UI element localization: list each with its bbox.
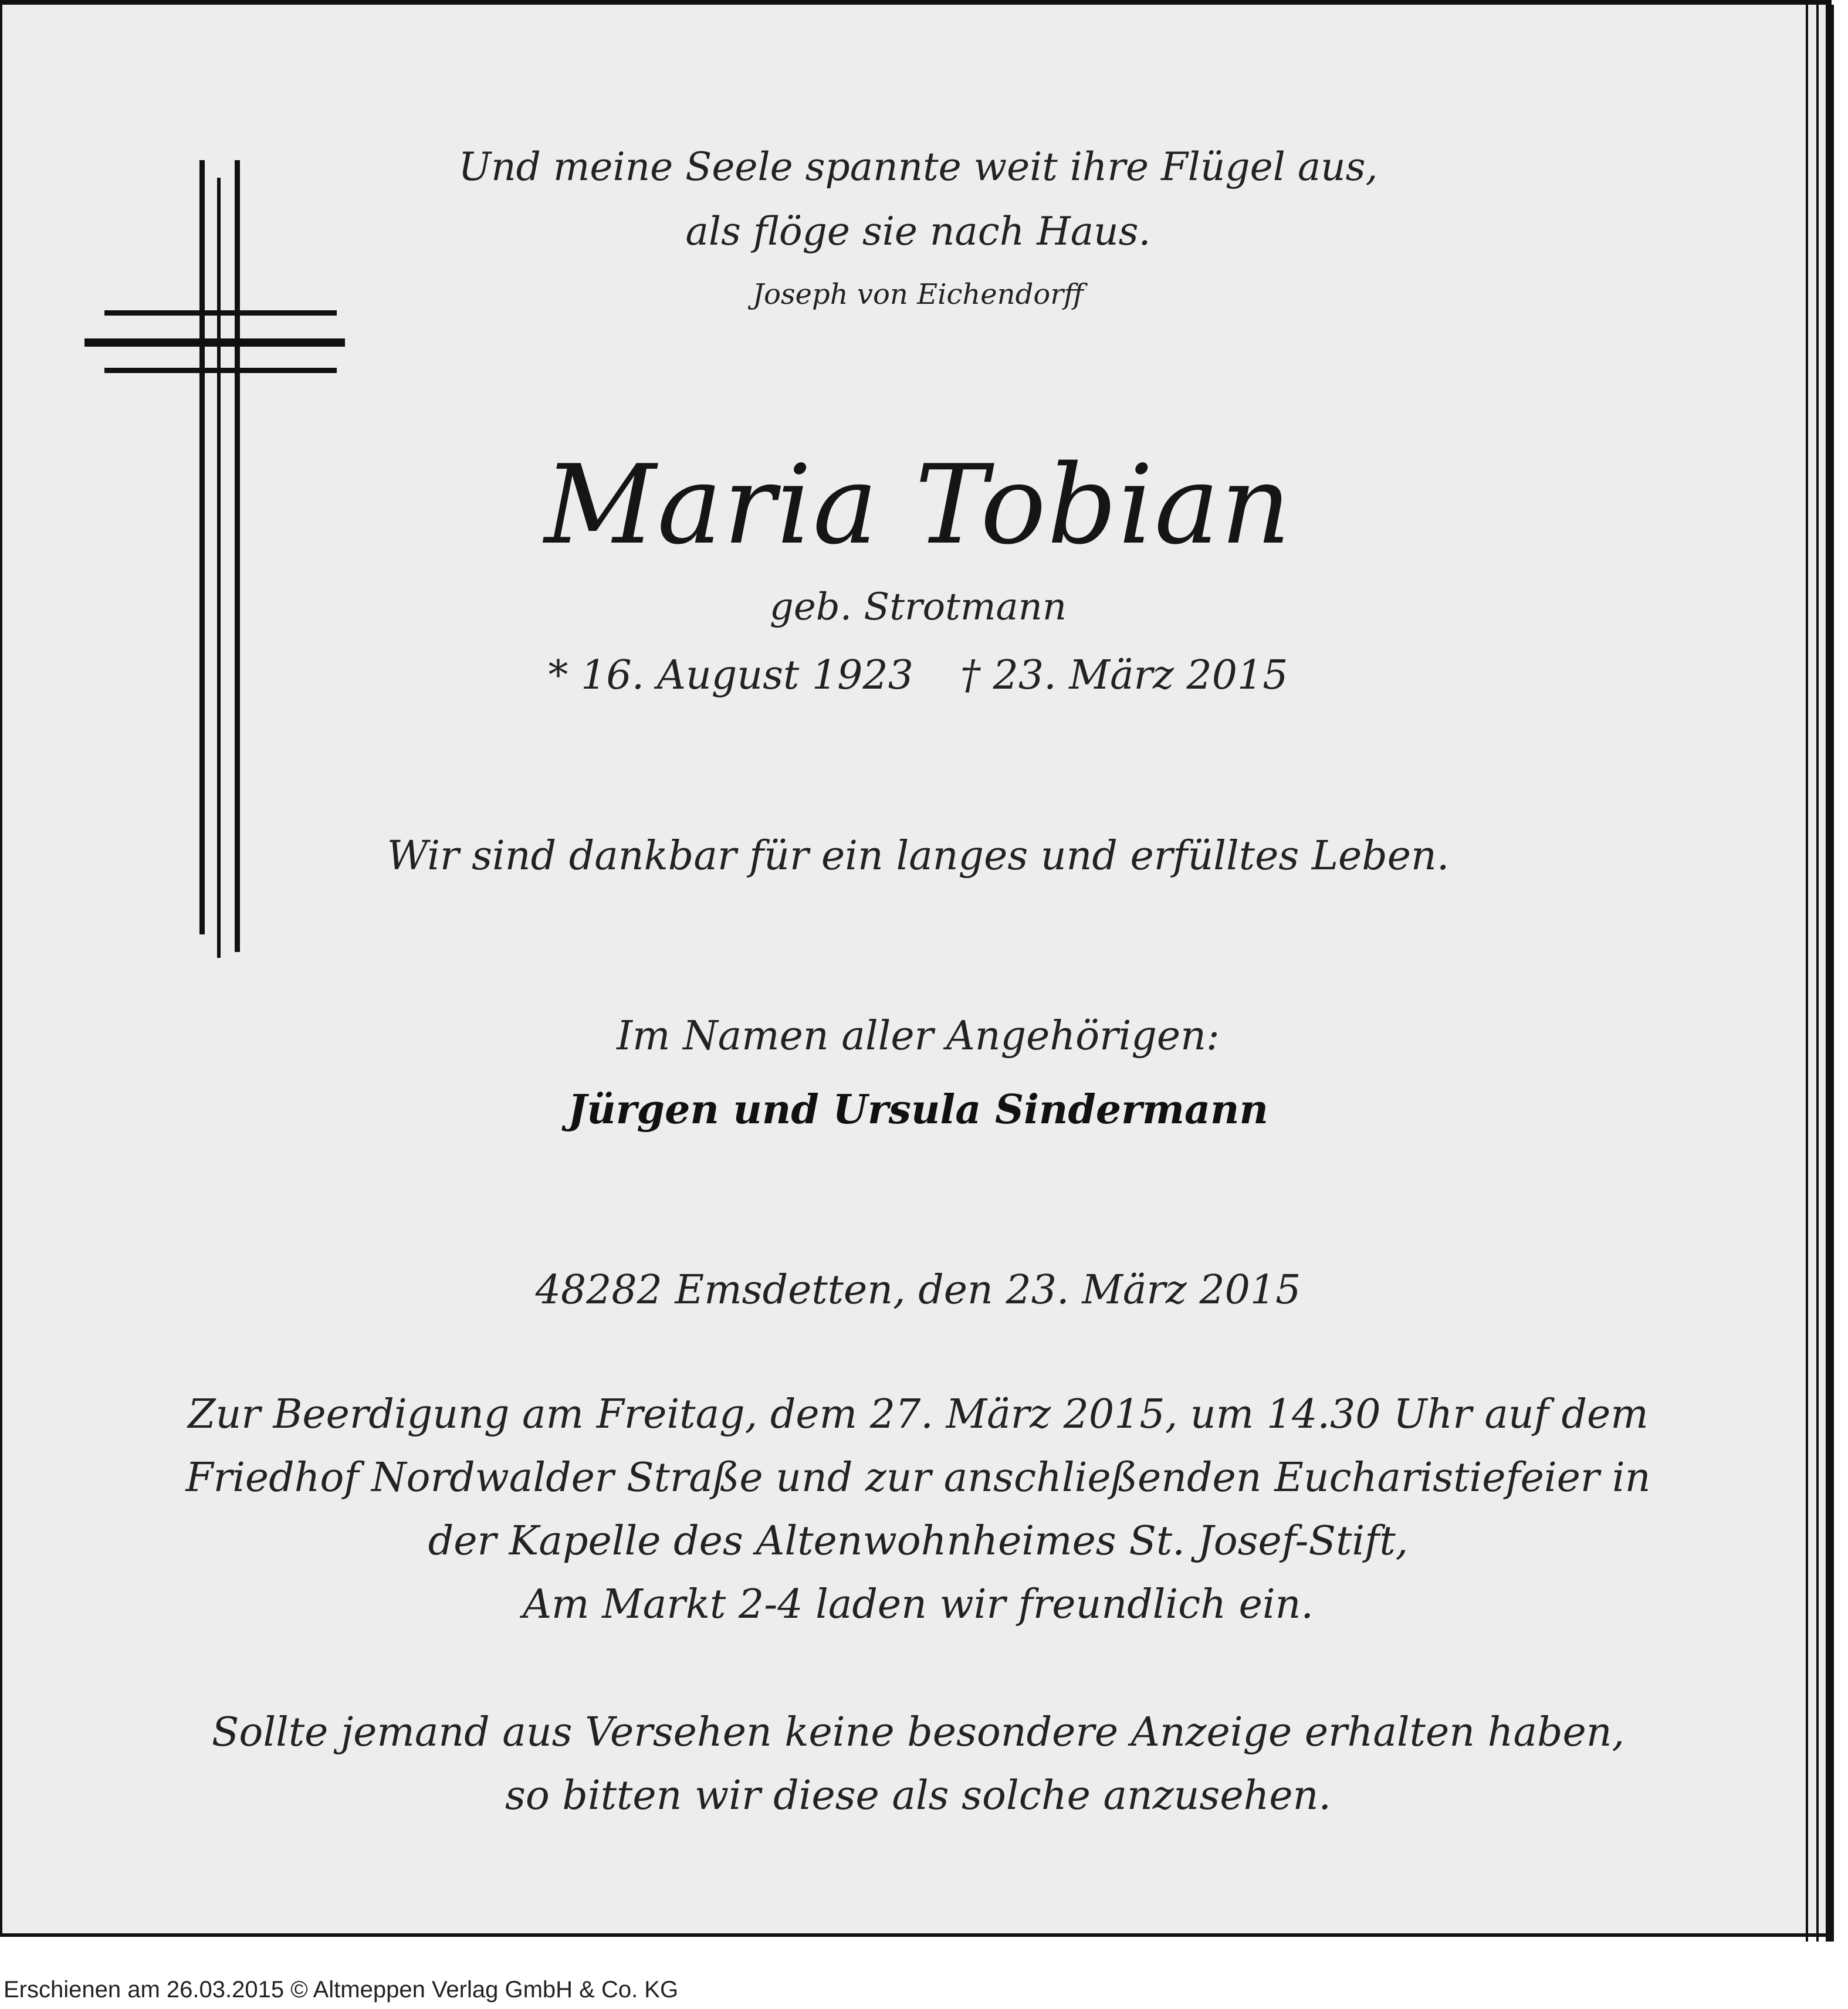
quote-line-1: Und meine Seele spannte weit ihre Flügel aus, [458, 144, 1378, 189]
family-names: Jürgen und Ursula Sindermann [568, 1086, 1268, 1133]
quote-author: Joseph von Eichendorff [752, 278, 1084, 311]
deceased-name: Maria Tobian [544, 441, 1292, 568]
funeral-line-2: Friedhof Nordwalder Straße und zur anschließenden Eucharistiefeier in [185, 1455, 1651, 1501]
life-dates [2, 652, 1834, 699]
funeral-line-4: Am Markt 2-4 laden wir freundlich ein. [522, 1581, 1314, 1628]
birth-date: * 16. August 1923 [548, 652, 913, 699]
funeral-line-3: der Kapelle des Altenwohnheimes St. Josef-Stift, [428, 1518, 1409, 1564]
maiden-name: geb. Strotmann [769, 585, 1067, 629]
quote-line-2: als flöge sie nach Haus. [685, 209, 1151, 254]
publication-footer: Erschienen am 26.03.2015 © Altmeppen Verlag GmbH & Co. KG [4, 1977, 679, 2003]
gratitude-text: Wir sind dankbar für ein langes und erfülltes Leben. [387, 833, 1450, 879]
place-date: 48282 Emsdetten, den 23. März 2015 [535, 1267, 1301, 1313]
notice-line-1: Sollte jemand aus Versehen keine besondere Anzeige erhalten haben, [211, 1709, 1625, 1756]
funeral-line-1: Zur Beerdigung am Freitag, dem 27. März 2015, um 14.30 Uhr auf dem [188, 1391, 1649, 1438]
death-date: † 23. März 2015 [960, 652, 1288, 699]
family-intro: Im Namen aller Angehörigen: [617, 1013, 1220, 1059]
notice-line-2: so bitten wir diese als solche anzusehen. [505, 1773, 1332, 1819]
